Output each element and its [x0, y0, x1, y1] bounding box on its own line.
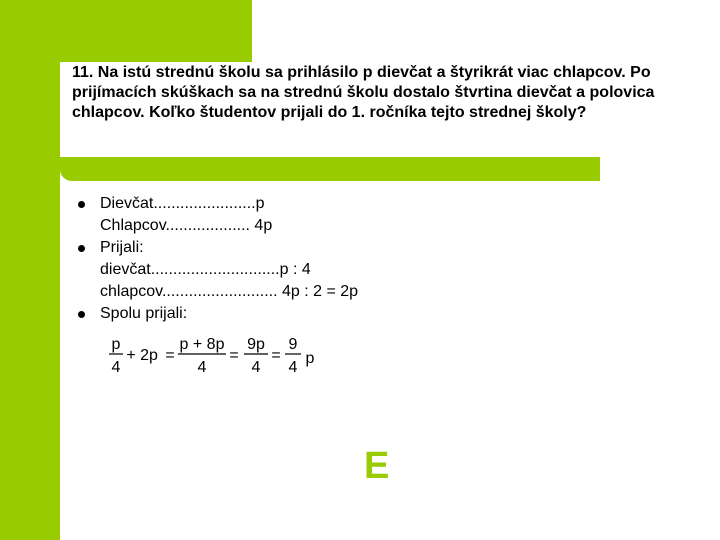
item-line: Chlapcov................... 4p [100, 217, 273, 234]
item-line: chlapcov.......................... 4p : 2 = 2p [100, 283, 359, 300]
list-item-admitted [78, 237, 358, 303]
list-item-total [78, 303, 358, 325]
divider-bar-cap [60, 157, 84, 181]
fraction-2-numerator: p + 8p [179, 336, 225, 353]
equals-sign: = [271, 347, 281, 364]
bullet-icon [78, 245, 85, 252]
fraction-4-numerator: 9 [288, 336, 298, 353]
item-line: dievčat.............................p : 4 [100, 261, 311, 278]
fraction-1-numerator: p [111, 336, 121, 353]
list-item-girls-boys [78, 193, 358, 237]
fraction-2-denominator: 4 [197, 359, 207, 376]
fraction-4-denominator: 4 [288, 359, 298, 376]
item-line: Spolu prijali: [100, 305, 188, 322]
fraction-3-numerator: 9p [247, 336, 265, 353]
item-line: Prijali: [100, 239, 144, 256]
bullet-icon [78, 201, 85, 208]
item-line: Dievčat.......................p [100, 195, 265, 212]
plus-operator: + [126, 347, 136, 364]
top-accent-block [60, 0, 252, 62]
left-accent-bar [0, 0, 60, 540]
solution-list [78, 193, 358, 325]
bullet-icon [78, 311, 85, 318]
equals-sign: = [229, 347, 239, 364]
divider-bar [60, 157, 600, 181]
term-2p: 2p [140, 347, 158, 364]
fraction-formula [108, 333, 323, 377]
fraction-3-denominator: 4 [251, 359, 261, 376]
fraction-1-denominator: 4 [111, 359, 121, 376]
question-text: 11. Na istú strednú školu sa prihlásilo p dievčat a štyrikrát viac chlapcov. Po prijímacích skúškach sa na strednú školu dostalo štvrtina dievčat a polovica chlapcov. Koľko študentov prijali do 1. ročníka tejto strednej školy? [72, 64, 655, 121]
equals-sign: = [165, 347, 175, 364]
answer-letter: E [364, 445, 390, 487]
variable-p: p [305, 350, 315, 367]
